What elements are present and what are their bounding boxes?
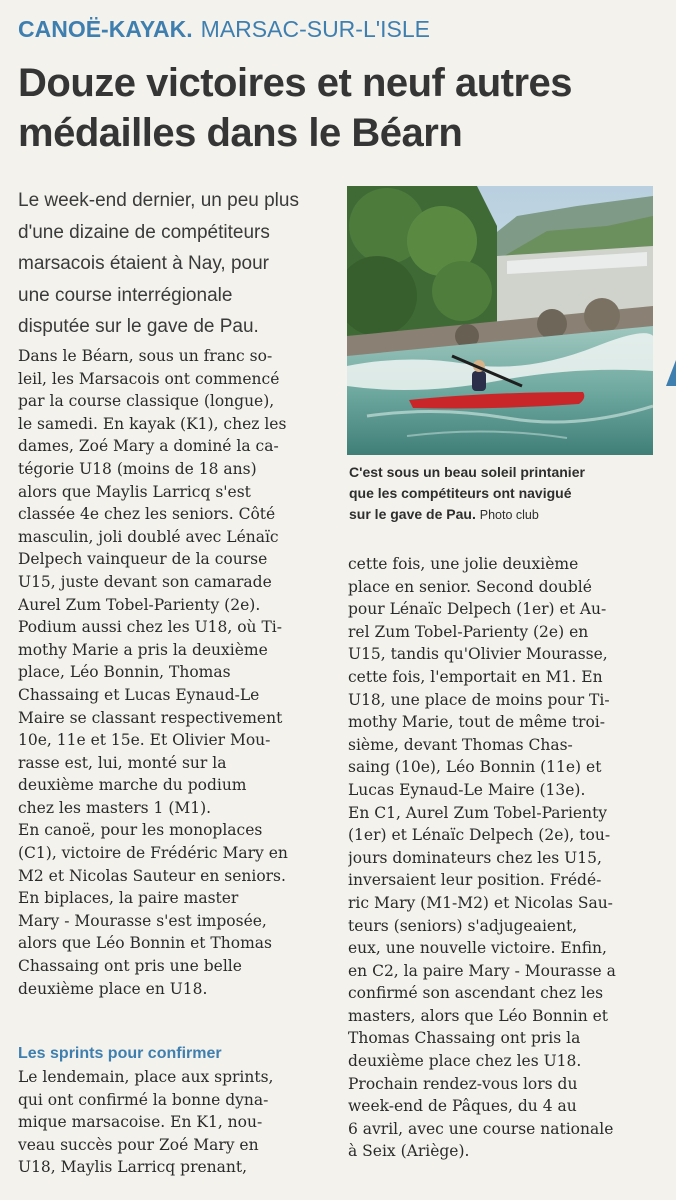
body-line: dames, Zoé Mary a dominé la ca- <box>18 437 279 456</box>
article-lead <box>18 185 338 343</box>
body-line: 6 avril, avec une course nationale <box>348 1119 614 1138</box>
headline-line: médailles dans le Béarn <box>18 111 463 155</box>
article-headline <box>18 58 658 158</box>
body-line: Mary - Mourasse s'est imposée, <box>18 911 267 930</box>
body-line: (C1), victoire de Frédéric Mary en <box>18 844 288 863</box>
photo-caption <box>349 462 649 526</box>
body-line: jours dominateurs chez les U15, <box>348 848 602 867</box>
body-line: pour Lénaïc Delpech (1er) et Au- <box>348 600 607 619</box>
body-column-1 <box>18 345 326 1000</box>
photo-credit: Photo club <box>479 508 539 522</box>
body-line: deuxième place en U18. <box>18 979 208 998</box>
body-line: M2 et Nicolas Sauteur en seniors. <box>18 866 286 885</box>
body-line: En canoë, pour les monoplaces <box>18 821 263 840</box>
caption-line: sur le gave de Pau. <box>349 506 476 522</box>
body-line: classée 4e chez les seniors. Côté <box>18 505 276 524</box>
body-line: ric Mary (M1-M2) et Nicolas Sau- <box>348 893 613 912</box>
body-line: mothy Marie a pris la deuxième <box>18 640 268 659</box>
body-line: tégorie U18 (moins de 18 ans) <box>18 459 257 478</box>
body-line: week-end de Pâques, du 4 au <box>348 1097 577 1116</box>
body-line: U18, une place de moins pour Ti- <box>348 690 610 709</box>
body-line: masculin, joli doublé avec Lénaïc <box>18 527 279 546</box>
kicker-section: CANOË-KAYAK. <box>18 16 193 42</box>
body-line: rel Zum Tobel-Parienty (2e) en <box>348 622 589 641</box>
body-line: chez les masters 1 (M1). <box>18 798 212 817</box>
body-line: cette fois, une jolie deuxième <box>348 555 579 573</box>
body-line: confirmé son ascendant chez les <box>348 984 604 1003</box>
lead-line: Le week-end dernier, un peu plus <box>18 190 299 211</box>
body-line: sième, devant Thomas Chas- <box>348 735 573 754</box>
body-line: U18, Maylis Larricq prenant, <box>18 1158 248 1177</box>
caption-line: C'est sous un beau soleil printanier <box>349 464 585 480</box>
body-line: mothy Marie, tout de même troi- <box>348 713 605 732</box>
body-line: Le lendemain, place aux sprints, <box>18 1068 274 1086</box>
body-line: Delpech vainqueur de la course <box>18 550 268 569</box>
body-column-1-continued <box>18 1066 326 1179</box>
body-line: place, Léo Bonnin, Thomas <box>18 663 231 682</box>
lead-line: disputée sur le gave de Pau. <box>18 316 259 337</box>
body-line: Aurel Zum Tobel-Parienty (2e). <box>18 595 261 614</box>
body-line: saing (10e), Léo Bonnin (11e) et <box>348 758 602 777</box>
body-line: eux, une nouvelle victoire. Enfin, <box>348 939 607 958</box>
body-line: U15, juste devant son camarade <box>18 572 272 591</box>
adjacent-article-edge-icon <box>666 360 676 386</box>
body-line: Podium aussi chez les U18, où Ti- <box>18 618 282 637</box>
body-line: en C2, la paire Mary - Mourasse a <box>348 961 616 980</box>
body-line: mique marsacoise. En K1, nou- <box>18 1113 263 1132</box>
body-line: le samedi. En kayak (K1), chez les <box>18 414 287 433</box>
body-line: (1er) et Lénaïc Delpech (2e), tou- <box>348 826 611 845</box>
section-subhead: Les sprints pour confirmer <box>18 1045 222 1062</box>
body-line: inversaient leur position. Frédé- <box>348 871 602 890</box>
body-line: leil, les Marsacois ont commencé <box>18 369 280 388</box>
body-line: deuxième place chez les U18. <box>348 1052 582 1071</box>
body-column-2 <box>348 553 656 1163</box>
body-line: teurs (seniors) s'adjugeaient, <box>348 916 578 935</box>
body-line: Prochain rendez-vous lors du <box>348 1074 578 1093</box>
body-line: alors que Maylis Larricq s'est <box>18 482 251 501</box>
headline-line: Douze victoires et neuf autres <box>18 61 573 105</box>
body-line: rasse est, lui, monté sur la <box>18 753 227 772</box>
body-line: masters, alors que Léo Bonnin et <box>348 1006 609 1025</box>
lead-line: d'une dizaine de compétiteurs <box>18 221 270 243</box>
body-line: place en senior. Second doublé <box>348 577 592 596</box>
body-line: deuxième marche du podium <box>18 776 247 795</box>
kayak-photo <box>347 186 653 455</box>
lead-line: une course interrégionale <box>18 284 233 306</box>
body-line: En biplaces, la paire master <box>18 889 239 908</box>
body-line: 10e, 11e et 15e. Et Olivier Mou- <box>18 731 271 750</box>
body-line: Chassaing et Lucas Eynaud-Le <box>18 685 260 704</box>
body-line: qui ont confirmé la bonne dyna- <box>18 1090 269 1109</box>
body-line: Lucas Eynaud-Le Maire (13e). <box>348 780 586 799</box>
kicker-place: MARSAC-SUR-L'ISLE <box>200 16 430 42</box>
caption-line: que les compétiteurs ont navigué <box>349 485 572 501</box>
lead-line: marsacois étaient à Nay, pour <box>18 253 269 274</box>
body-line: par la course classique (longue), <box>18 392 275 411</box>
body-line: Thomas Chassaing ont pris la <box>348 1029 581 1048</box>
body-line: Dans le Béarn, sous un franc so- <box>18 347 273 365</box>
body-line: En C1, Aurel Zum Tobel-Parienty <box>348 803 608 822</box>
body-line: Maire se classant respectivement <box>18 708 283 727</box>
body-line: Chassaing ont pris une belle <box>18 957 242 976</box>
body-line: U15, tandis qu'Olivier Mourasse, <box>348 645 608 664</box>
body-line: alors que Léo Bonnin et Thomas <box>18 934 272 953</box>
body-line: à Seix (Ariège). <box>348 1142 470 1161</box>
body-line: veau succès pour Zoé Mary en <box>18 1135 259 1154</box>
article-kicker <box>18 14 430 44</box>
body-line: cette fois, l'emportait en M1. En <box>348 667 603 686</box>
